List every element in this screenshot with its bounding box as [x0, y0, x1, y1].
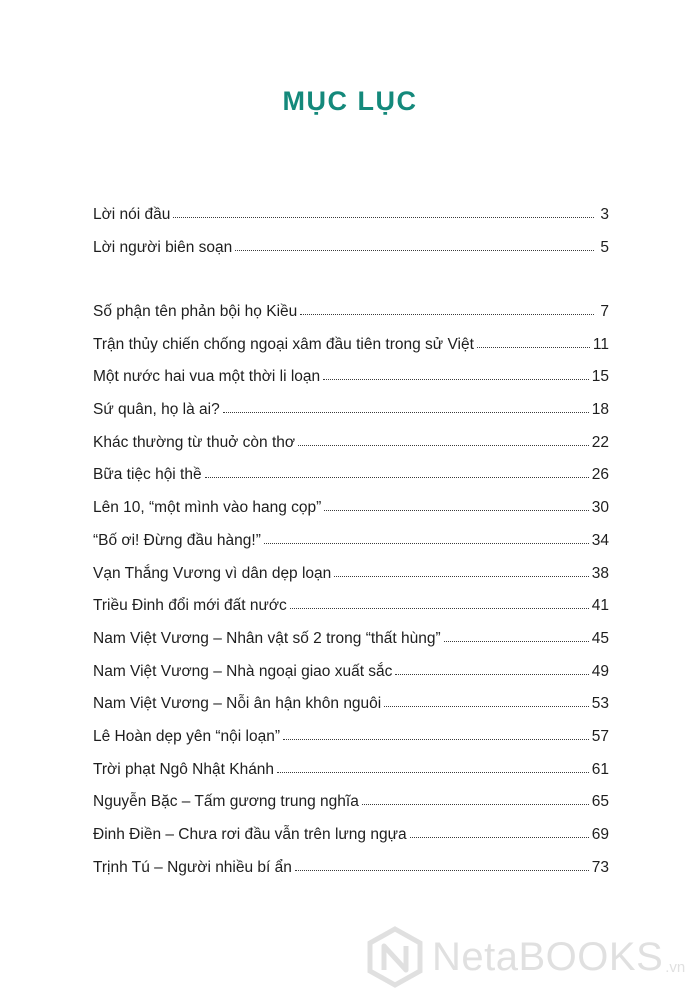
toc-entry-page: 41 [591, 597, 609, 615]
toc-entry[interactable] [93, 236, 609, 269]
toc-entry[interactable] [93, 300, 609, 333]
dot-leader [283, 739, 589, 740]
toc-entry-page: 11 [592, 335, 609, 353]
toc-entry-label: Lê Hoàn dẹp yên “nội loạn” [93, 727, 280, 745]
toc-entry[interactable] [93, 529, 609, 562]
toc-entry-page: 38 [591, 564, 609, 582]
front-matter-list [93, 203, 609, 268]
toc-entry-label: Trời phạt Ngô Nhật Khánh [93, 760, 275, 778]
toc-entry-page: 7 [600, 303, 609, 320]
toc-title: MỤC LỤC [282, 86, 418, 116]
netabooks-logo-icon [364, 926, 426, 988]
toc-entry[interactable] [93, 627, 609, 660]
toc-entry-label: Nam Việt Vương – Nỗi ân hận khôn nguôi [93, 695, 382, 713]
watermark-brand: NetaBOOKS [432, 934, 664, 979]
toc-entry-page: 5 [600, 238, 609, 256]
dot-leader [264, 543, 589, 544]
toc-entry[interactable] [93, 431, 609, 464]
toc-entry[interactable] [93, 790, 609, 823]
dot-leader [477, 347, 590, 348]
dot-leader [395, 674, 588, 675]
toc-entry-label: “Bố ơi! Đừng đầu hàng!” [93, 531, 261, 549]
toc-entry[interactable] [93, 758, 609, 791]
dot-leader [362, 804, 589, 805]
toc-entry-page: 22 [591, 433, 609, 451]
toc-entry[interactable] [93, 203, 609, 236]
toc-entry-label: Vạn Thắng Vương vì dân dẹp loạn [93, 564, 332, 582]
toc-entry[interactable] [93, 692, 609, 725]
dot-leader [323, 379, 589, 380]
toc-entry[interactable] [93, 660, 609, 693]
toc-entry[interactable] [93, 333, 609, 366]
toc-entry[interactable] [93, 725, 609, 758]
toc-entry-page: 26 [591, 466, 609, 484]
toc-entry-label: Nam Việt Vương – Nhà ngoại giao xuất sắc [93, 662, 393, 680]
toc-entry-page: 53 [591, 695, 609, 713]
toc-entry-label: Bữa tiệc hội thề [93, 466, 202, 484]
toc-entry-page: 15 [591, 368, 609, 386]
toc-entry-page: 57 [591, 727, 609, 745]
toc-entry-page: 34 [591, 531, 609, 549]
dot-leader [444, 641, 589, 642]
toc-entry[interactable] [93, 398, 609, 431]
toc-entry[interactable] [93, 463, 609, 496]
toc-entry-label: Nam Việt Vương – Nhân vật số 2 trong “thất hùng” [93, 629, 441, 647]
toc-entry[interactable] [93, 496, 609, 529]
toc-entry-label: Số phận tên phản bội họ Kiều [93, 303, 298, 320]
dot-leader [410, 837, 589, 838]
toc-entry-label: Sứ quân, họ là ai? [93, 401, 220, 419]
toc-entry-label: Trịnh Tú – Người nhiều bí ẩn [93, 858, 292, 876]
dot-leader [300, 314, 594, 315]
toc-entry[interactable] [93, 856, 609, 889]
watermark-tld: .vn [665, 959, 686, 976]
toc-entry-page: 18 [591, 401, 609, 419]
toc-entry-page: 49 [591, 662, 609, 680]
netabooks-watermark [364, 922, 694, 992]
dot-leader [384, 706, 589, 707]
dot-leader [334, 576, 588, 577]
dot-leader [205, 477, 589, 478]
dot-leader [298, 445, 589, 446]
toc-entry-label: Một nước hai vua một thời li loạn [93, 368, 321, 386]
dot-leader [290, 608, 589, 609]
toc-entry-label: Lên 10, “một mình vào hang cọp” [93, 499, 322, 517]
toc-entry-page: 3 [600, 206, 609, 223]
toc-entry-label: Đinh Điền – Chưa rơi đầu vẫn trên lưng ngựa [93, 826, 407, 843]
toc-entry-label: Trận thủy chiến chống ngoại xâm đầu tiên trong sử Việt [93, 335, 474, 353]
toc-entry[interactable] [93, 594, 609, 627]
chapter-list [93, 300, 609, 888]
dot-leader [295, 870, 589, 871]
dot-leader [173, 217, 594, 218]
toc-entry-page: 69 [591, 826, 609, 843]
toc-entry-label: Triều Đinh đổi mới đất nước [93, 597, 287, 615]
toc-entry[interactable] [93, 823, 609, 856]
toc-entry-page: 73 [591, 858, 609, 876]
toc-entry-page: 61 [591, 760, 609, 778]
dot-leader [223, 412, 589, 413]
toc-entry[interactable] [93, 365, 609, 398]
toc-entry-page: 65 [591, 793, 609, 811]
toc-entry-page: 30 [591, 499, 609, 517]
toc-entry-page: 45 [591, 629, 609, 647]
toc-entry-label: Nguyễn Bặc – Tấm gương trung nghĩa [93, 793, 359, 811]
dot-leader [277, 772, 589, 773]
toc-entry-label: Lời người biên soạn [93, 238, 233, 256]
toc-entry-label: Lời nói đầu [93, 206, 171, 223]
toc-entry-label: Khác thường từ thuở còn thơ [93, 433, 296, 451]
toc-entry[interactable] [93, 562, 609, 595]
dot-leader [235, 250, 594, 251]
dot-leader [324, 510, 588, 511]
